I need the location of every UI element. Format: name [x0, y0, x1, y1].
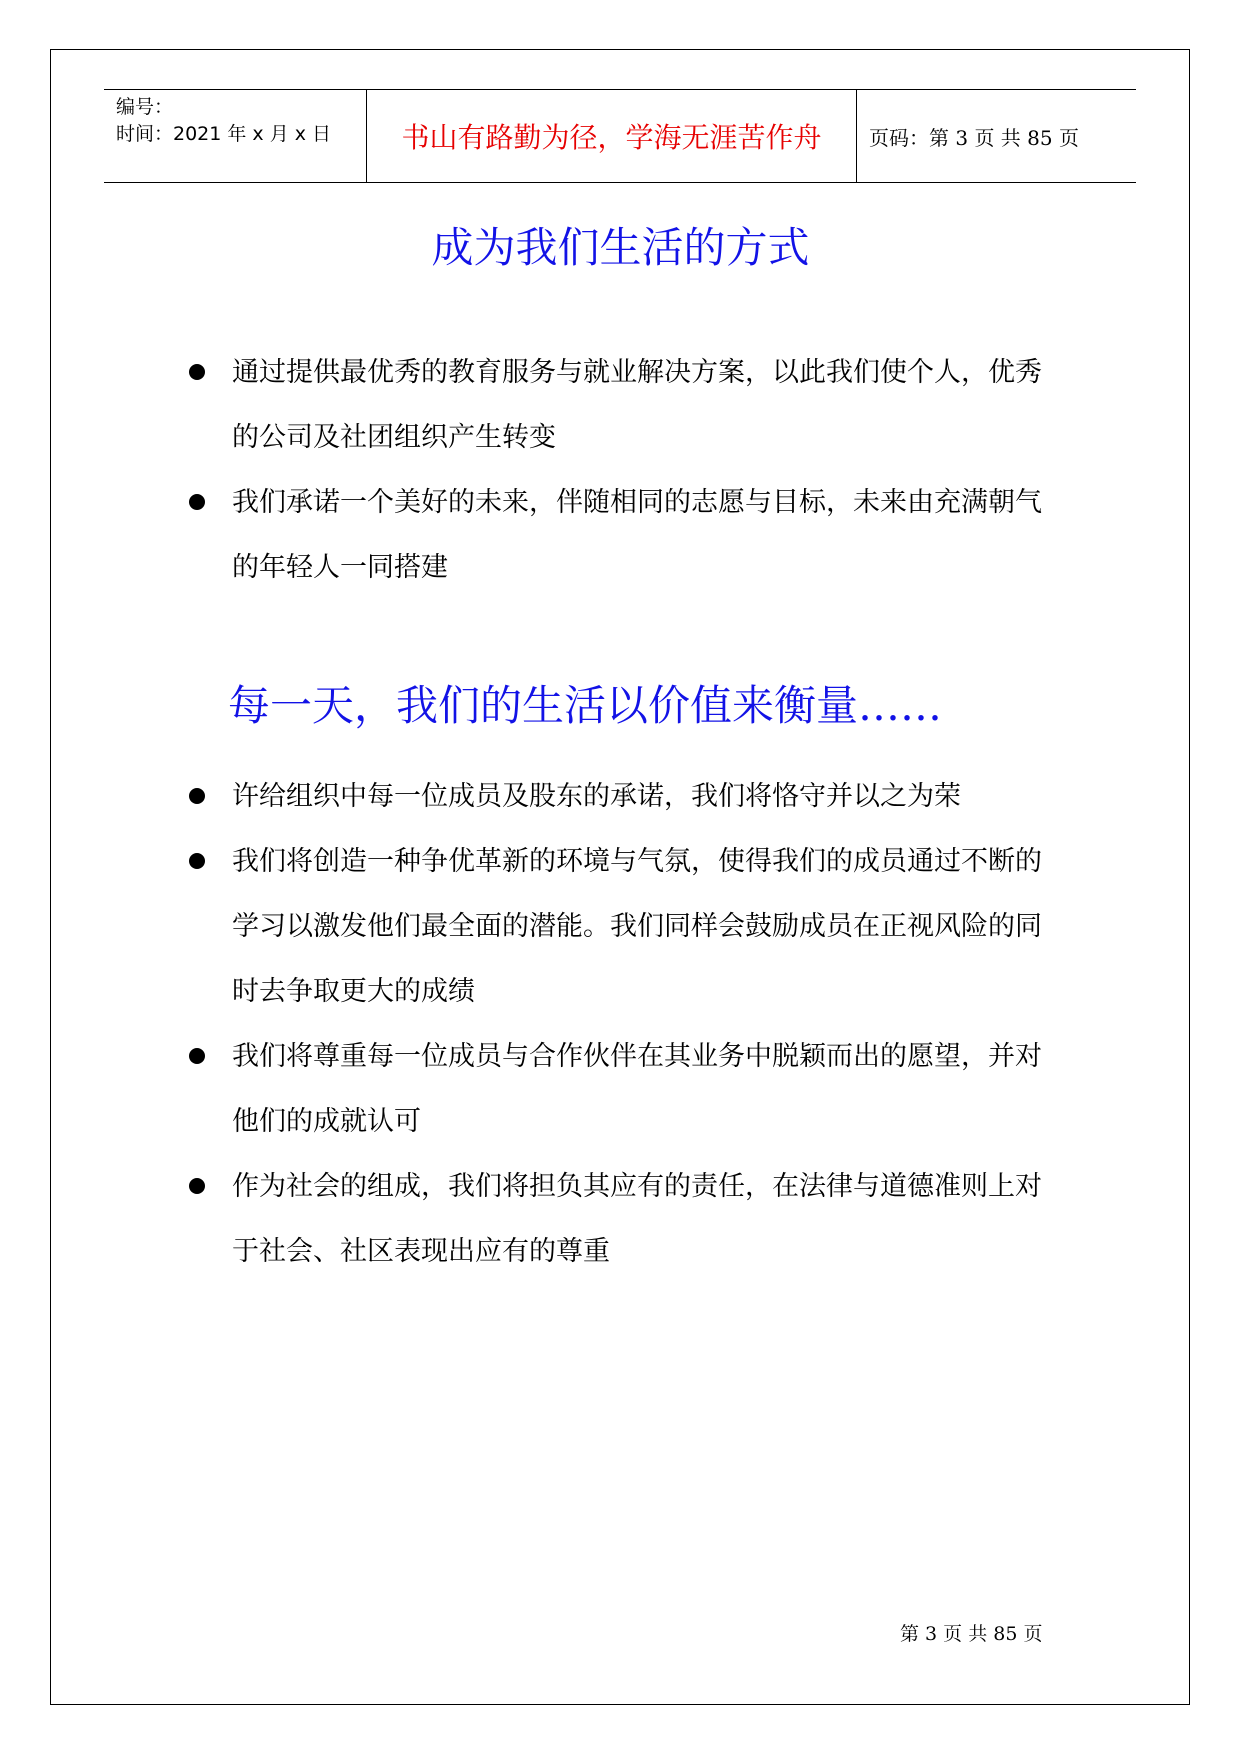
- section2-bullet-list: [186, 764, 1066, 1284]
- document-header: [104, 89, 1136, 183]
- bullet-dot-icon: [189, 494, 205, 510]
- bullet-dot-icon: [189, 1178, 205, 1194]
- section1-title: 成为我们生活的方式: [431, 223, 810, 272]
- list-item: [186, 829, 1066, 1024]
- list-item: [186, 340, 1066, 470]
- section2-title: 每一天，我们的生活以价值来衡量……: [228, 681, 943, 730]
- list-item-text: 许给组织中每一位成员及股东的承诺，我们将恪守并以之为荣: [232, 781, 961, 812]
- bullet-dot-icon: [189, 1048, 205, 1064]
- list-item-text: 通过提供最优秀的教育服务与就业解决方案，以此我们使个人，优秀的公司及社团组织产生转变: [232, 357, 1042, 453]
- number-label: 编号：: [116, 96, 174, 118]
- section1-bullet-list: [186, 340, 1066, 600]
- list-item: [186, 470, 1066, 600]
- header-meta-cell: [104, 90, 367, 182]
- header-motto-cell: [367, 90, 857, 182]
- bullet-dot-icon: [189, 364, 205, 380]
- page-info: 页码：第 3 页 共 85 页: [869, 125, 1079, 150]
- list-item-text: 作为社会的组成，我们将担负其应有的责任，在法律与道德准则上对于社会、社区表现出应有的尊重: [232, 1171, 1042, 1267]
- list-item: [186, 764, 1066, 829]
- bullet-dot-icon: [189, 788, 205, 804]
- page-footer: 第 3 页 共 85 页: [900, 1623, 1043, 1645]
- motto-text: 书山有路勤为径，学海无涯苦作舟: [401, 121, 822, 154]
- list-item-text: 我们承诺一个美好的未来，伴随相同的志愿与目标，未来由充满朝气的年轻人一同搭建: [232, 487, 1042, 583]
- list-item-text: 我们将尊重每一位成员与合作伙伴在其业务中脱颖而出的愿望，并对他们的成就认可: [232, 1041, 1042, 1137]
- list-item: [186, 1154, 1066, 1284]
- list-item-text: 我们将创造一种争优革新的环境与气氛，使得我们的成员通过不断的学习以激发他们最全面的潜能。我们同样会鼓励成员在正视风险的同时去争取更大的成绩: [232, 846, 1042, 1007]
- list-item: [186, 1024, 1066, 1154]
- bullet-dot-icon: [189, 853, 205, 869]
- time-label: 时间：2021 年 x 月 x 日: [116, 123, 332, 145]
- header-page-cell: [857, 90, 1136, 182]
